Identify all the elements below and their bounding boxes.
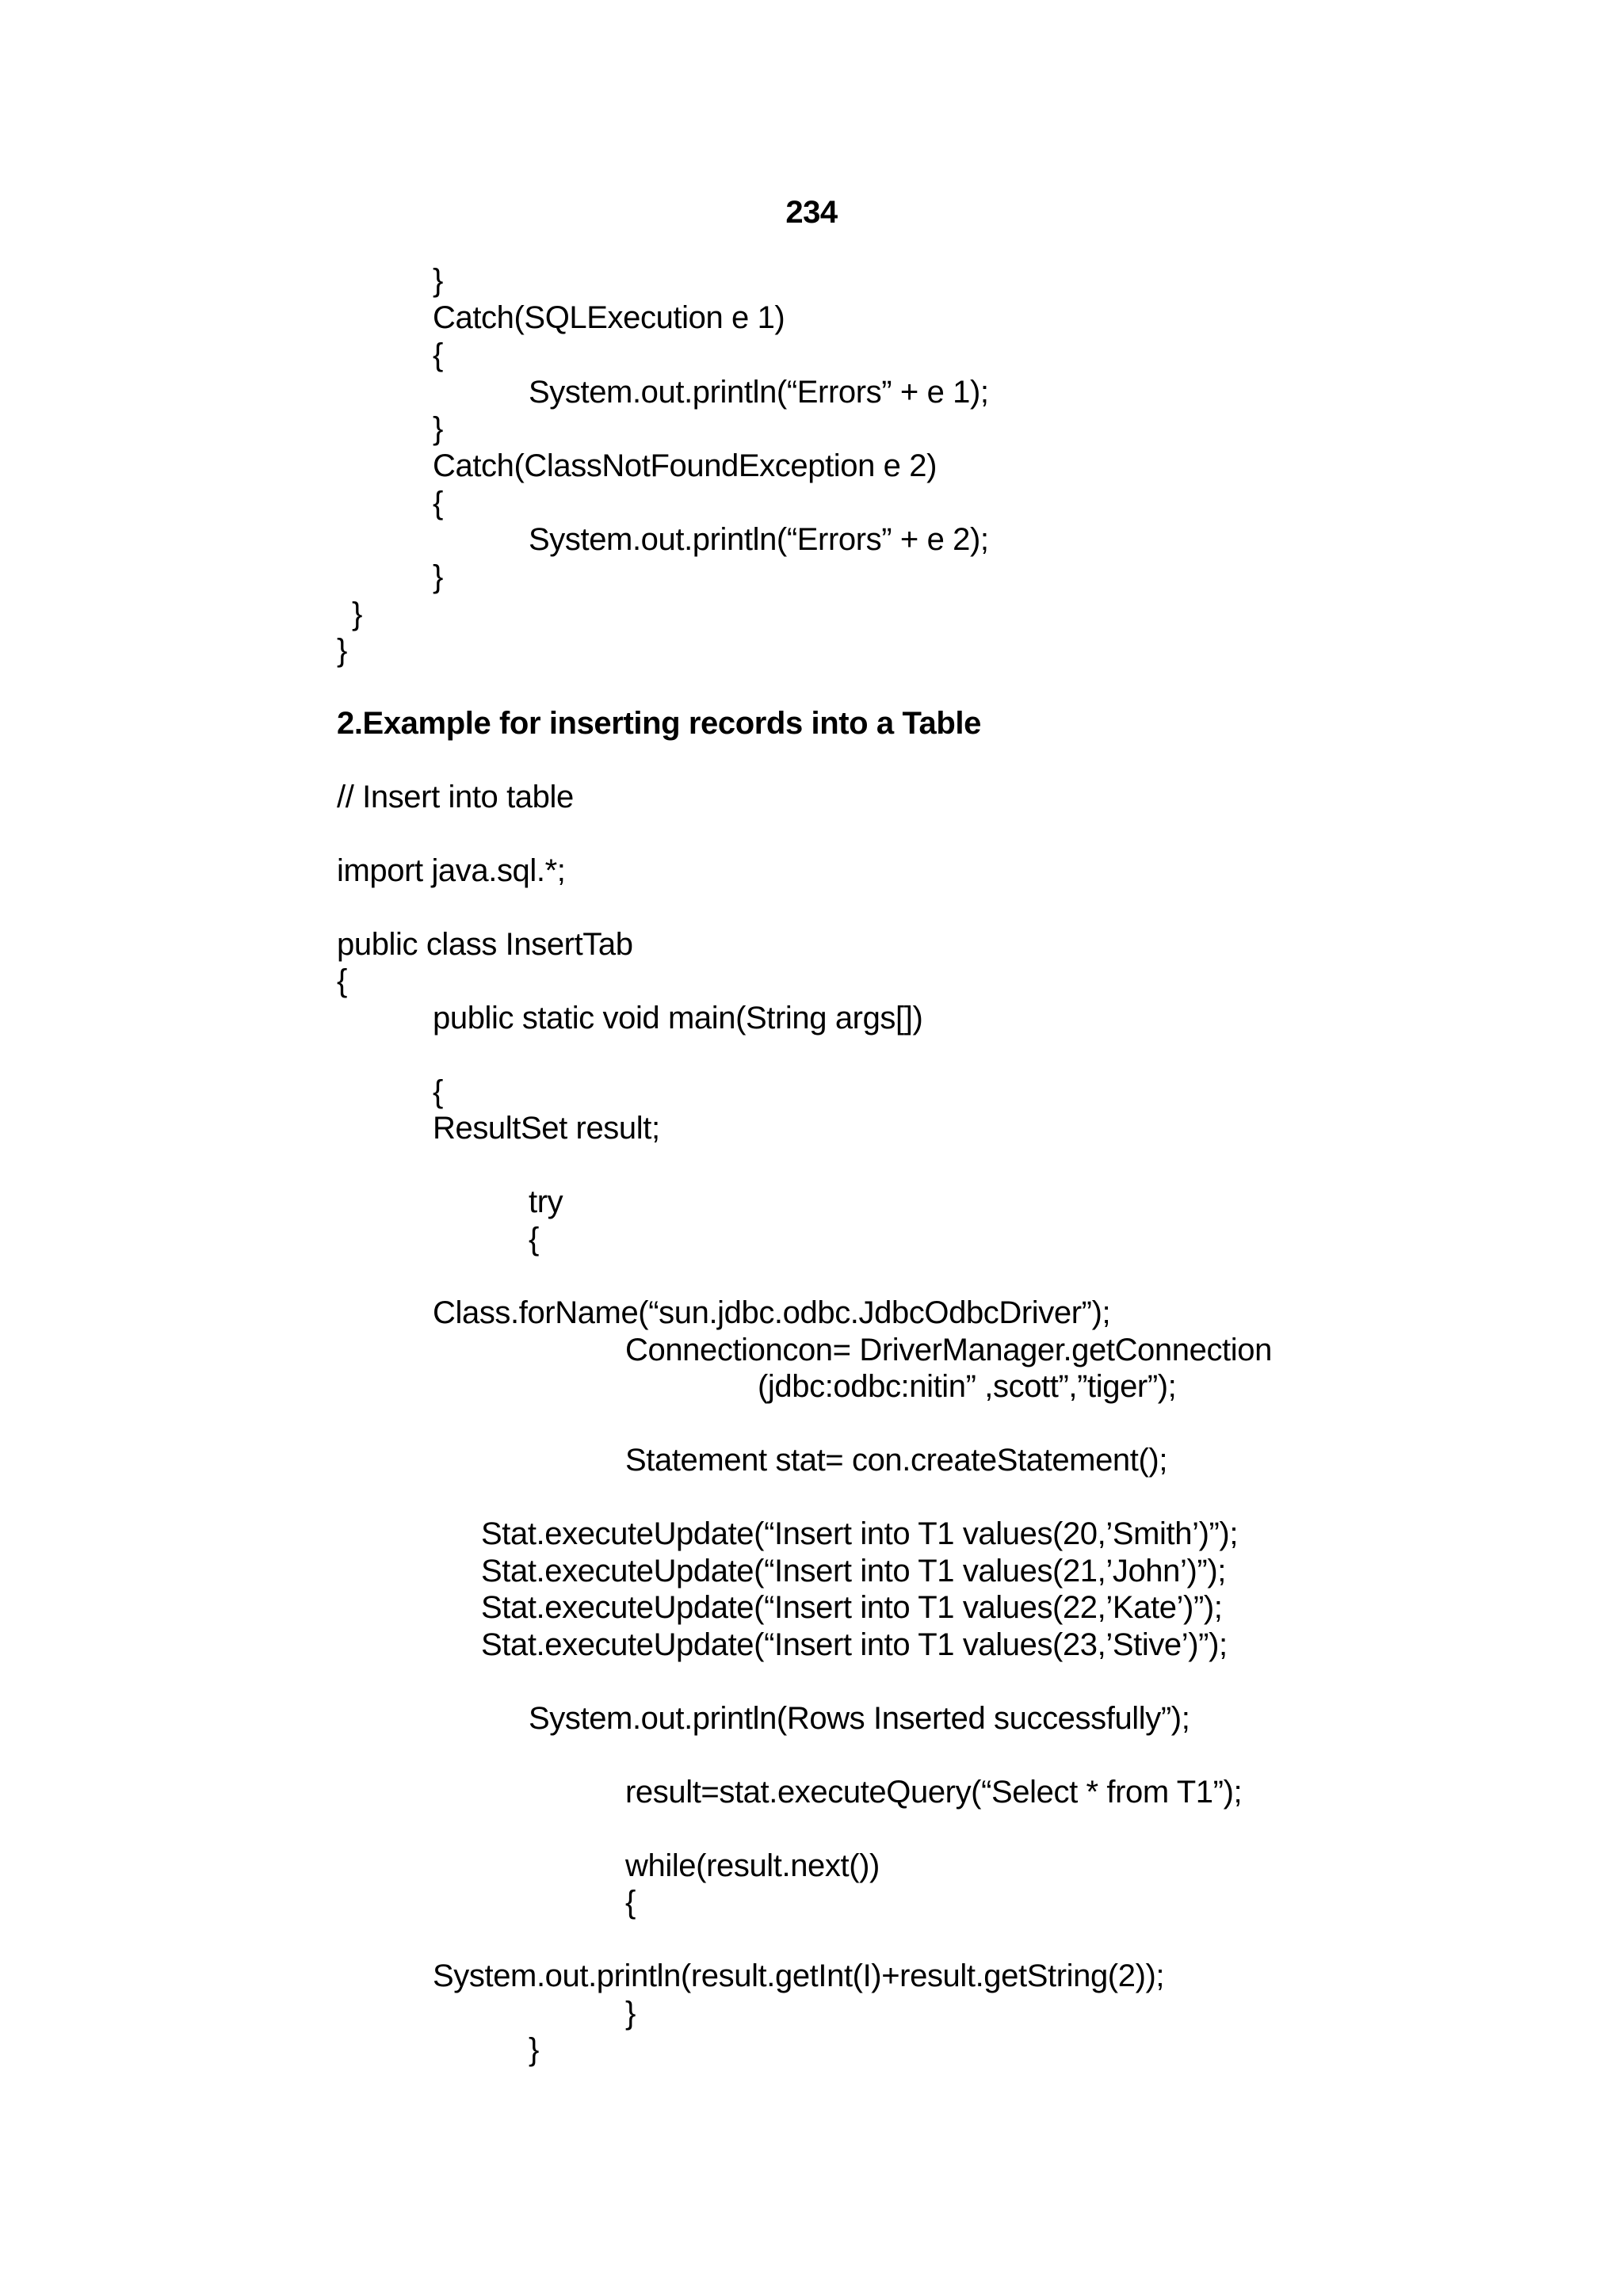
code-line: System.out.println(result.getInt(I)+result.getString(2));	[433, 1958, 1165, 1993]
code-line: ResultSet result;	[433, 1111, 660, 1146]
code-line: Class.forName(“sun.jdbc.odbc.JdbcOdbcDriver”);	[433, 1295, 1111, 1330]
code-line: }	[433, 559, 443, 594]
code-line: {	[337, 963, 347, 998]
code-line: System.out.println(“Errors” + e 2);	[529, 522, 989, 557]
code-line: (jdbc:odbc:nitin” ,scott”,”tiger”);	[758, 1369, 1177, 1404]
code-line: }	[433, 263, 443, 298]
code-line: {	[625, 1885, 636, 1920]
code-line: {	[433, 486, 443, 521]
code-line: Stat.executeUpdate(“Insert into T1 values(21,’John’)”);	[481, 1554, 1226, 1589]
code-line: Stat.executeUpdate(“Insert into T1 values(23,’Stive’)”);	[481, 1627, 1228, 1662]
code-line: result=stat.executeQuery(“Select * from T1”);	[625, 1775, 1243, 1810]
code-line: Stat.executeUpdate(“Insert into T1 values(20,’Smith’)”);	[481, 1516, 1239, 1551]
code-line: }	[352, 597, 362, 631]
code-line: }	[337, 633, 347, 668]
code-line: {	[529, 1222, 539, 1257]
code-line: import java.sql.*;	[337, 853, 566, 888]
page-number: 234	[785, 195, 838, 230]
code-line: while(result.next())	[625, 1848, 880, 1883]
code-line: }	[529, 2032, 539, 2067]
code-line: Statement stat= con.createStatement();	[625, 1443, 1168, 1478]
code-line: System.out.println(Rows Inserted successfully”);	[529, 1701, 1190, 1736]
code-line: Catch(ClassNotFoundException e 2)	[433, 448, 937, 483]
code-line: public static void main(String args[])	[433, 1001, 923, 1035]
code-line: Catch(SQLExecution e 1)	[433, 300, 785, 335]
section-heading: 2.Example for inserting records into a Table	[337, 706, 981, 741]
code-line: try	[529, 1184, 563, 1219]
code-line: Stat.executeUpdate(“Insert into T1 values(22,’Kate’)”);	[481, 1590, 1223, 1625]
code-line: }	[625, 1996, 636, 2031]
code-line: public class InsertTab	[337, 927, 633, 962]
code-line: {	[433, 338, 443, 372]
code-line: }	[433, 411, 443, 446]
code-line: {	[433, 1074, 443, 1109]
code-line: System.out.println(“Errors” + e 1);	[529, 375, 989, 410]
code-line: Connectioncon= DriverManager.getConnection	[625, 1333, 1272, 1367]
code-comment: // Insert into table	[337, 780, 574, 814]
